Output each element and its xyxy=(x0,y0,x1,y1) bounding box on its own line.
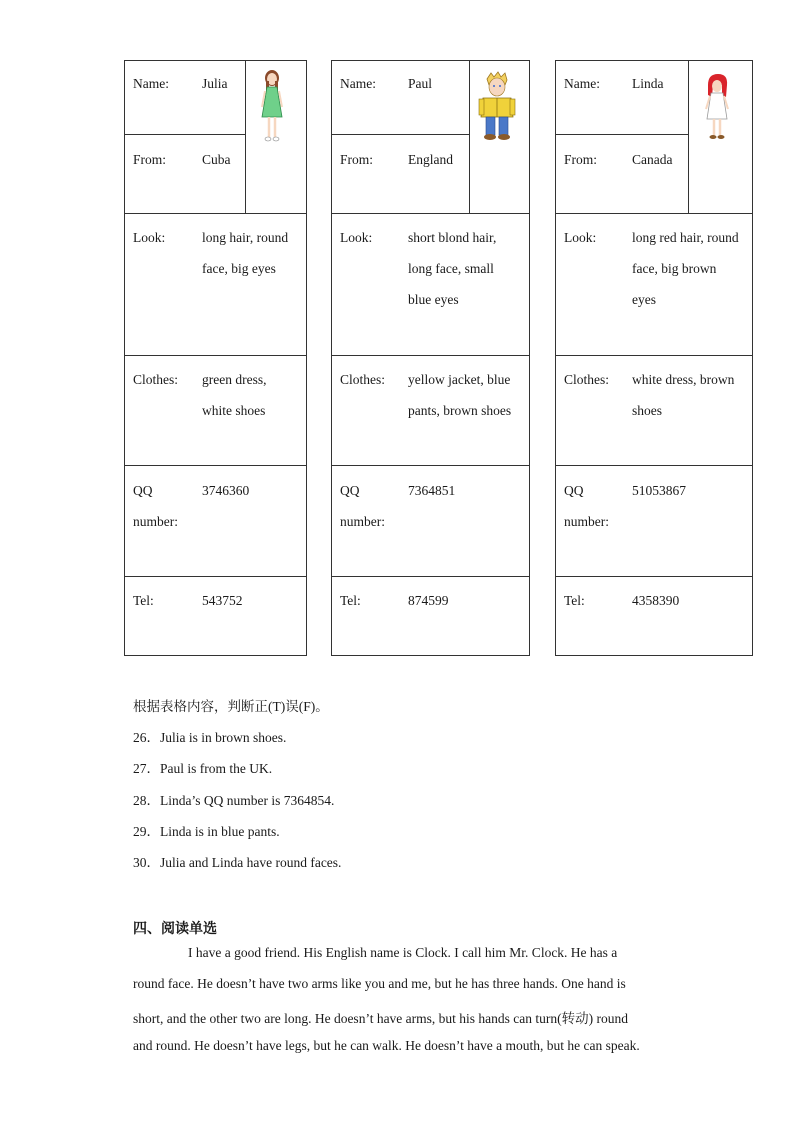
question-26: 26．Julia is in brown shoes. xyxy=(133,730,287,745)
passage-line: I have a good friend. His English name is Clock. I call him Mr. Clock. He has a xyxy=(188,945,618,960)
look-line: blue eyes xyxy=(408,292,459,307)
qq-label: QQ xyxy=(133,483,153,498)
passage-line: round face. He doesn’t have two arms like you and me, but he has three hands. One hand is xyxy=(133,976,626,991)
from-label: From: xyxy=(564,152,598,167)
question-27: 27．Paul is from the UK. xyxy=(133,761,273,776)
qq-value: 51053867 xyxy=(632,483,686,498)
tel-value: 874599 xyxy=(408,593,449,608)
name-value: Paul xyxy=(408,76,433,91)
look-label: Look: xyxy=(564,230,597,245)
clothes-label: Clothes: xyxy=(564,372,610,387)
clothes-line: pants, brown shoes xyxy=(408,403,512,418)
clothes-line: green dress, xyxy=(202,372,267,387)
name-label: Name: xyxy=(133,76,169,91)
look-line: face, big eyes xyxy=(202,261,276,276)
question-29: 29．Linda is in blue pants. xyxy=(133,824,280,839)
qq-label: QQ xyxy=(340,483,360,498)
from-value: Canada xyxy=(632,152,673,167)
question-30: 30．Julia and Linda have round faces. xyxy=(133,855,342,870)
look-line: short blond hair, xyxy=(408,230,497,245)
clothes-line: white shoes xyxy=(202,403,266,418)
from-label: From: xyxy=(340,152,374,167)
from-label: From: xyxy=(133,152,167,167)
clothes-label: Clothes: xyxy=(133,372,179,387)
qq-value: 7364851 xyxy=(408,483,456,498)
from-value: Cuba xyxy=(202,152,231,167)
look-line: long face, small xyxy=(408,261,494,276)
profile-card-paul xyxy=(331,60,530,656)
qq-label: QQ xyxy=(564,483,584,498)
look-label: Look: xyxy=(340,230,373,245)
look-line: long hair, round xyxy=(202,230,289,245)
look-line: long red hair, round xyxy=(632,230,739,245)
section-title: 四、阅读单选 xyxy=(133,921,217,937)
boy-yellow-jacket-icon xyxy=(477,71,517,148)
look-label: Look: xyxy=(133,230,166,245)
name-value: Julia xyxy=(202,76,228,91)
tel-value: 4358390 xyxy=(632,593,680,608)
look-line: eyes xyxy=(632,292,656,307)
tel-label: Tel: xyxy=(340,593,361,608)
look-line: face, big brown xyxy=(632,261,717,276)
girl-green-dress-icon xyxy=(257,69,287,150)
passage-line: and round. He doesn’t have legs, but he can walk. He doesn’t have a mouth, but he can speak. xyxy=(133,1038,640,1053)
girl-red-hair-icon xyxy=(702,73,732,148)
tel-label: Tel: xyxy=(133,593,154,608)
name-label: Name: xyxy=(564,76,600,91)
clothes-line: yellow jacket, blue xyxy=(408,372,511,387)
name-label: Name: xyxy=(340,76,376,91)
name-value: Linda xyxy=(632,76,664,91)
tel-value: 543752 xyxy=(202,593,243,608)
profile-card-julia xyxy=(124,60,307,656)
qq-value: 3746360 xyxy=(202,483,250,498)
clothes-line: shoes xyxy=(632,403,662,418)
instruction-text: 根据表格内容，判断正(T)误(F)。 xyxy=(133,699,329,714)
clothes-line: white dress, brown xyxy=(632,372,735,387)
qq-label: number: xyxy=(340,514,385,529)
passage-line: short, and the other two are long. He doesn’t have arms, but his hands can turn(转动) round xyxy=(133,1011,629,1026)
profile-card-linda xyxy=(555,60,753,656)
question-28: 28．Linda’s QQ number is 7364854. xyxy=(133,793,335,808)
from-value: England xyxy=(408,152,453,167)
qq-label: number: xyxy=(564,514,609,529)
qq-label: number: xyxy=(133,514,178,529)
tel-label: Tel: xyxy=(564,593,585,608)
clothes-label: Clothes: xyxy=(340,372,386,387)
